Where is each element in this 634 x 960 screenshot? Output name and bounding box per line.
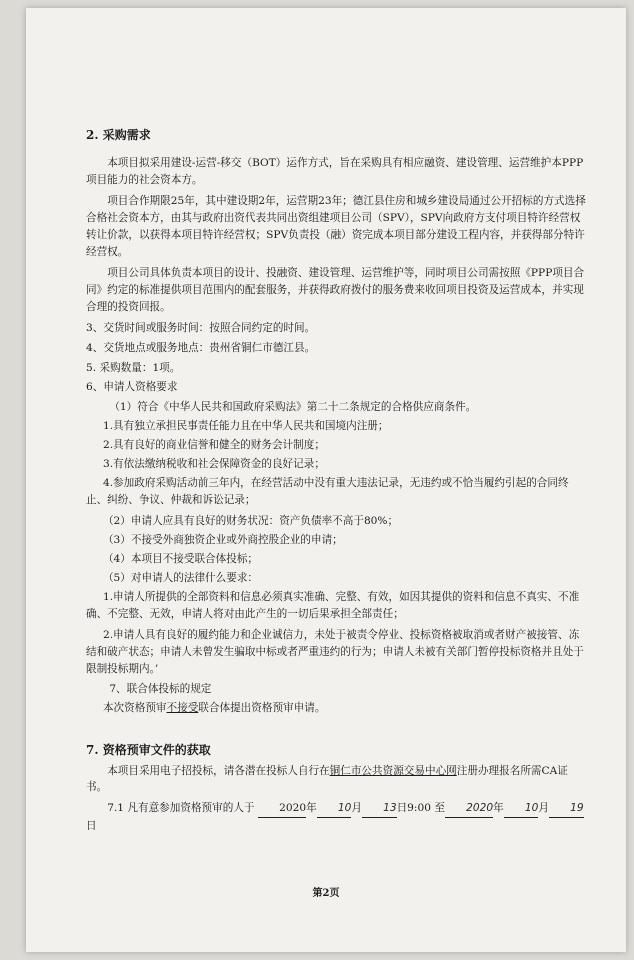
end-day: 19 [549,800,584,818]
consortium-not-accepted: 不接受 [166,702,199,715]
date-line [86,800,586,835]
start-year: 2020 [258,800,306,818]
list-item: 5. 采购数量：1项。 [86,361,181,374]
requirement-item: （2）申请人应具有良好的财务状况：资产负债率不高于80%； [102,515,399,527]
requirement-item: （1）符合《中华人民共和国政府采购法》第二十二条规定的合格供应商条件。 [109,401,477,414]
paragraph-text: 本项目采用电子招投标，请各潜在投标人自行在 [107,764,330,777]
end-month: 10 [504,800,539,818]
section-7-heading: 7. 资格预审文件的获取 [86,743,211,758]
list-item: 7、联合体投标的规定 [109,683,212,696]
paragraph: 本项目拟采用建设-运营-移交（BOT）运作方式，旨在采购具有相应融资、建设管理、运营维护本PPP项目能力的社会资本方。 [86,157,584,187]
requirement-item: 1.具有独立承担民事责任能力且在中华人民共和国境内注册； [102,420,389,433]
month-char: 月 [351,802,362,815]
start-day: 13 [362,800,397,818]
date-line-prefix: 7.1 凡有意参加资格预审的人于 [107,802,255,815]
section-2-heading: 2. 采购需求 [86,128,151,142]
requirement-item: 1.申请人所提供的全部资料和信息必须真实准确、完整、有效，如因其提供的资料和信息不真实、不准确、不完整、无效，申请人将对由此产生的一切后果承担全部责任； [86,590,580,620]
paragraph: 项目合作期限25年，其中建设期2年，运营期23年；德江县住房和城乡建设局通过公开招标的方式选择合格社会资本方，由其与政府出资代表共同出资组建项目公司（SPV），SPV向政府方支付项目特许经营权转让价款，以获得本项目特许经营权；SPV负责投（融）资完成本项目部分建设工程内容，并获得部分特许经营权。 [86,195,586,258]
requirement-item: （4）本项目不接受联合体投标； [102,552,259,565]
start-time: 日9:00 至 [396,802,445,815]
start-month: 10 [317,800,352,818]
page-number: 第2页 [312,888,340,899]
paragraph: 项目公司具体负责本项目的设计、投融资、建设管理、运营维护等，同时项目公司需按照《PPP项目合同》约定的标准提供项目范围内的配套服务，并获得政府拨付的服务费来收回项目投资及运营成本，并实现合理的投资回报。 [86,266,585,313]
requirement-item: 4.参加政府采购活动前三年内，在经营活动中没有重大违法记录，无违约或不恰当履约引起的合同终止、纠纷、争议、仲裁和诉讼记录； [86,477,569,507]
requirement-item: （3）不接受外商独资企业或外商控股企业的申请； [102,533,343,546]
requirement-item: 3.有依法缴纳税收和社会保障资金的良好记录； [102,458,325,471]
end-year: 2020 [445,800,493,818]
list-item: 6、申请人资格要求 [86,381,178,394]
consortium-text: 本次资格预审 [102,702,167,715]
day-char: 日 [86,820,97,833]
consortium-text: 联合体提出资格预审申请。 [198,702,326,715]
requirement-item: 2.申请人具有良好的履约能力和企业诚信力，未处于被责令停业、投标资格被取消或者财产被接管、冻结和破产状态；申请人未曾发生骗取中标或者严重违约的行为；申请人未被有关部门暂停投标资格并且处于限制投标期内。’ [86,628,584,675]
year-char: 年 [493,802,504,815]
consortium-rule [86,700,586,717]
paragraph [86,763,586,797]
paragraph-text: 注册办理报名所需CA证书。 [86,764,568,794]
list-item: 3、交货时间或服务时间：按照合同约定的时间。 [86,321,316,334]
document-content [86,126,586,839]
requirement-item: （5）对申请人的法律什么要求： [102,571,259,584]
requirement-item: 2.具有良好的商业信誉和健全的财务会计制度； [102,439,325,452]
document-page [26,8,626,952]
list-item: 4、交货地点或服务地点：贵州省铜仁市德江县。 [86,341,316,354]
month-char: 月 [538,802,549,815]
exchange-center-link: 铜仁市公共资源交易中心网 [329,764,457,777]
year-char: 年 [306,802,317,815]
